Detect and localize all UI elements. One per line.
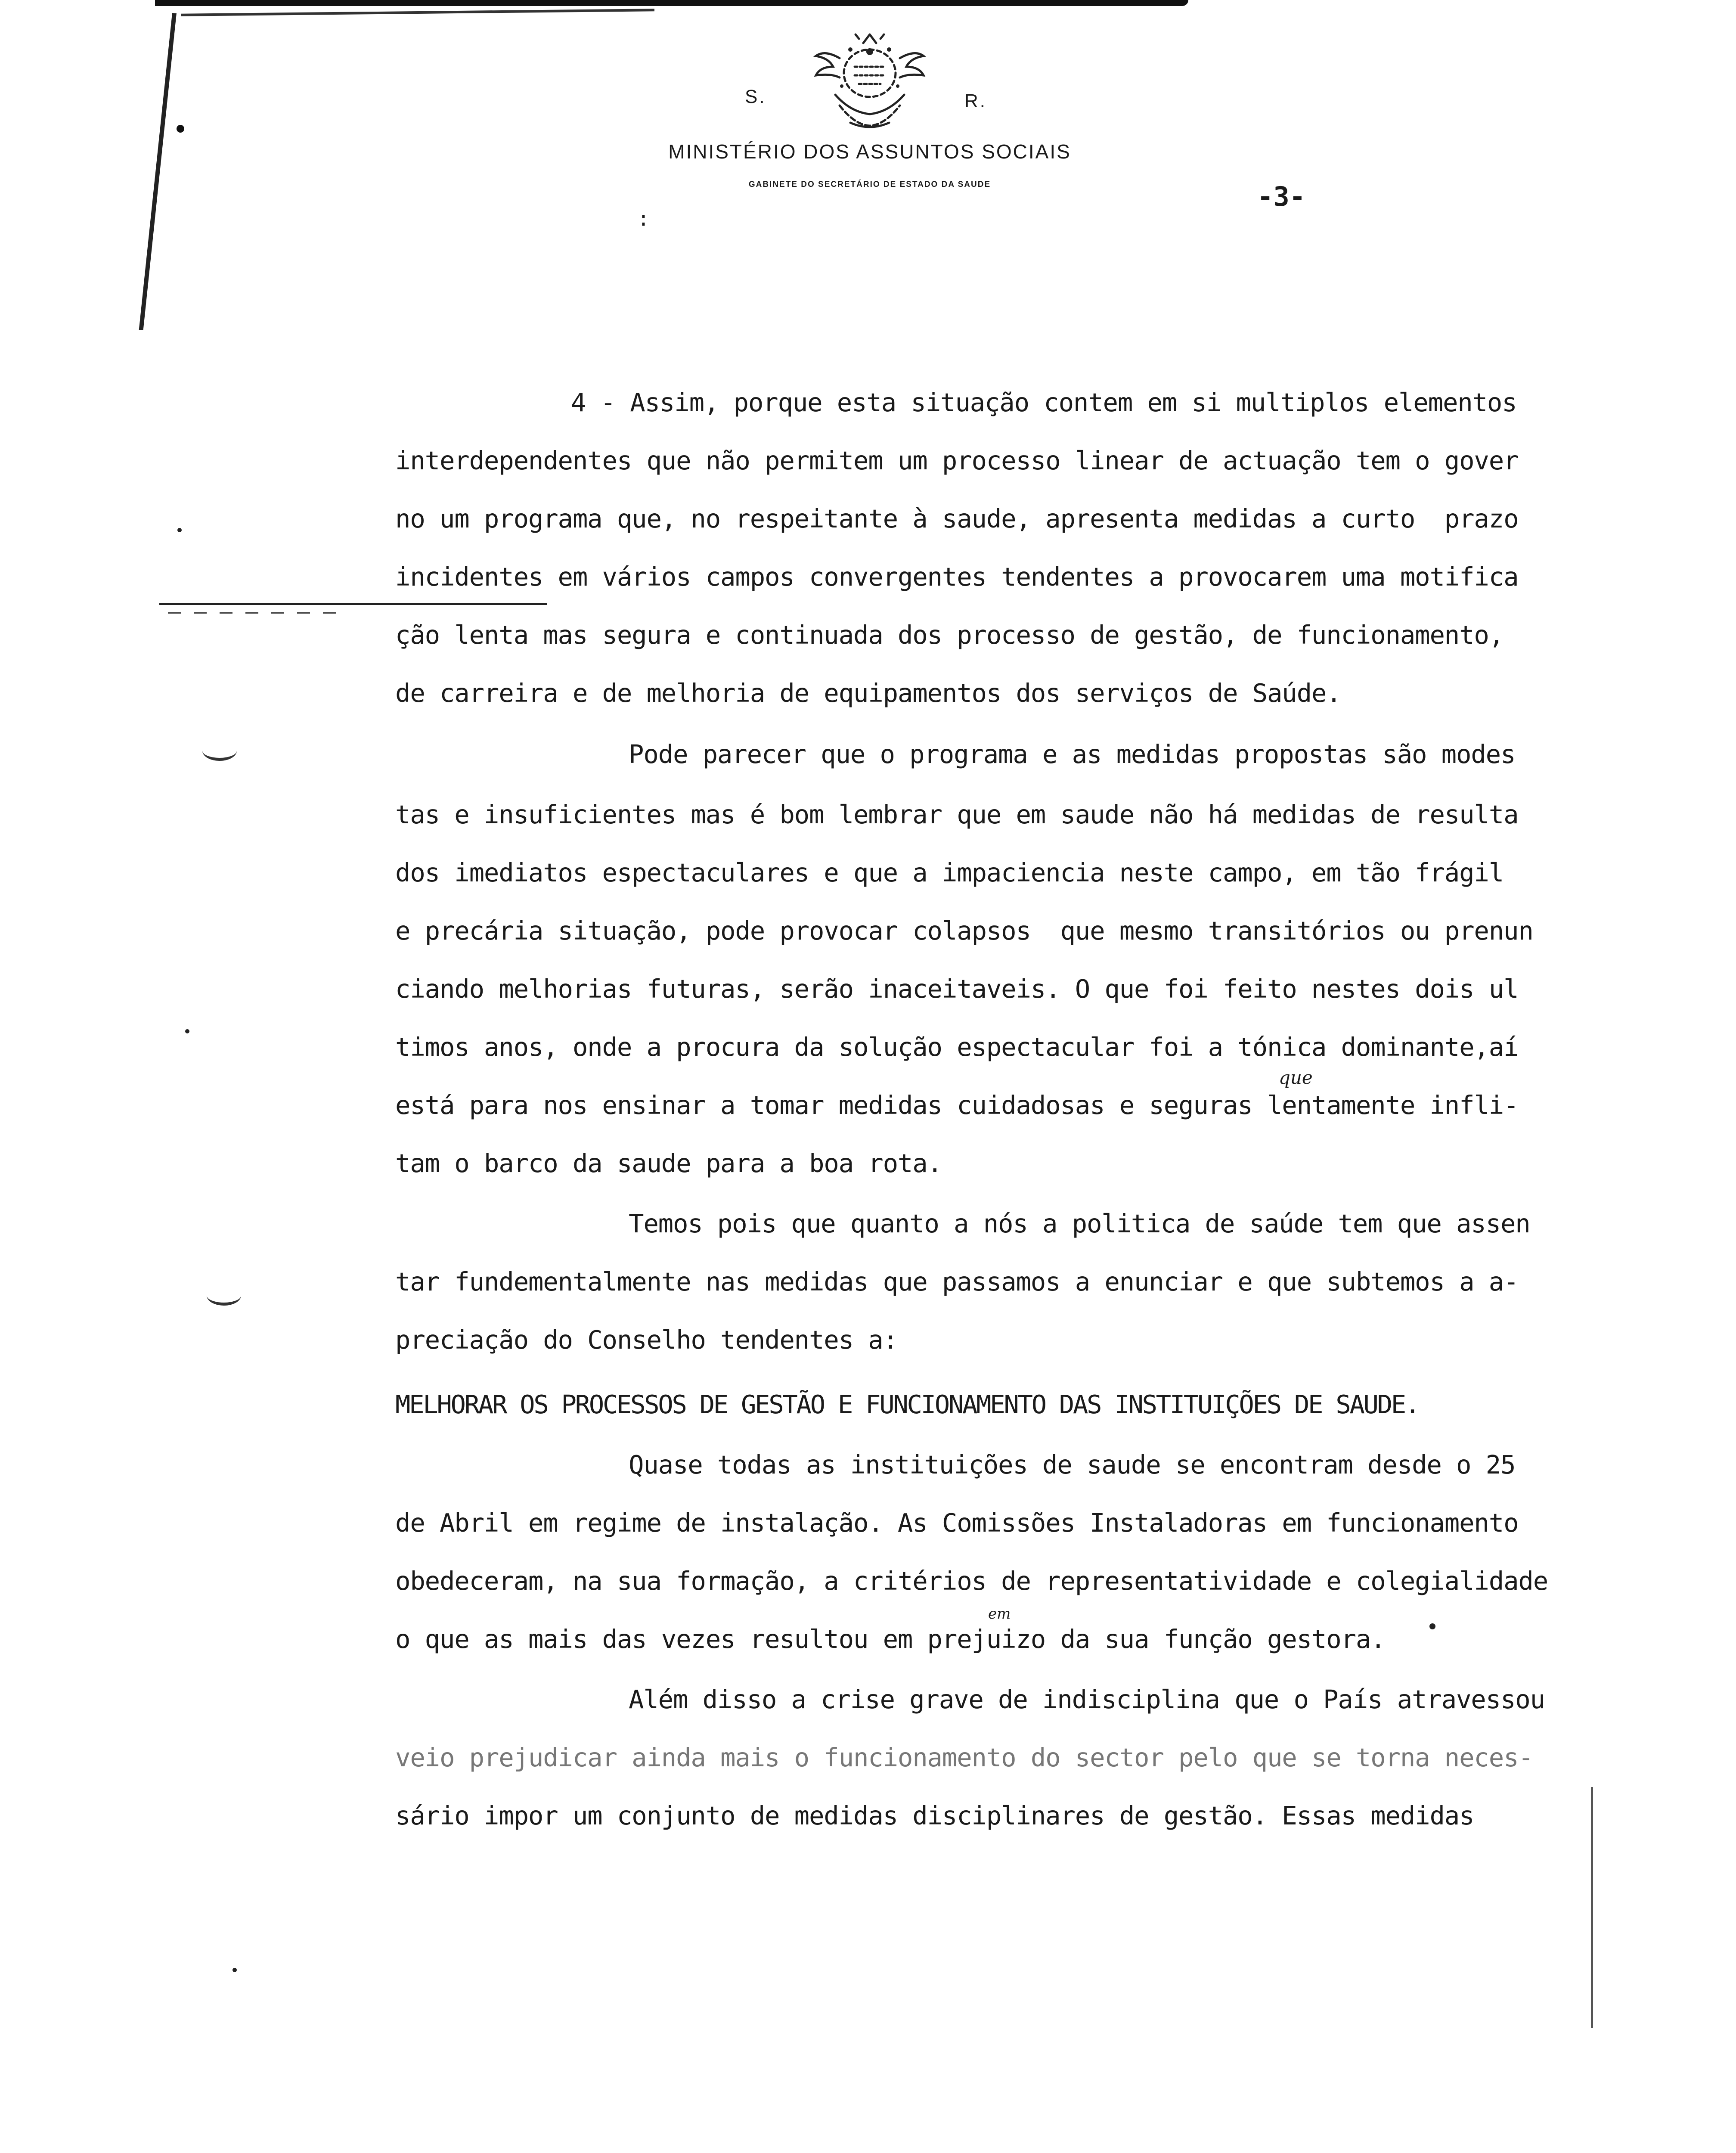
punch-hole-mark xyxy=(207,1285,241,1306)
handwritten-annotation: em xyxy=(988,1605,1011,1623)
text-line: Pode parecer que o programa e as medidas propostas são modes xyxy=(629,739,1516,769)
stray-mark: : xyxy=(637,207,650,231)
text-line: sário impor um conjunto de medidas disciplinares de gestão. Essas medidas xyxy=(395,1801,1474,1830)
scan-cut-line xyxy=(159,603,547,605)
handwritten-annotation: que xyxy=(1279,1067,1313,1088)
text-line: e precária situação, pode provocar colapsos que mesmo transitórios ou prenun xyxy=(395,916,1533,946)
text-line: Além disso a crise grave de indisciplina que o País atravessou xyxy=(629,1685,1545,1714)
text-line: de carreira e de melhoria de equipamentos dos serviços de Saúde. xyxy=(395,678,1341,708)
text-line: tam o barco da saude para a boa rota. xyxy=(395,1148,942,1178)
text-line: no um programa que, no respeitante à saude, apresenta medidas a curto prazo xyxy=(395,504,1519,534)
letterhead-letter-s: S. xyxy=(745,86,766,107)
text-line: incidentes em vários campos convergentes tendentes a provocarem uma motifica xyxy=(395,562,1519,592)
text-line: tas e insuficientes mas é bom lembrar que em saude não há medidas de resulta xyxy=(395,800,1519,829)
letterhead-letter-r: R. xyxy=(964,90,987,112)
text-line: preciação do Conselho tendentes a: xyxy=(395,1325,898,1355)
text-line: dos imediatos espectaculares e que a impaciencia neste campo, em tão frágil xyxy=(395,858,1504,887)
text-line: 4 - Assim, porque esta situação contem em si multiplos elementos xyxy=(571,388,1517,417)
scan-top-edge-shadow xyxy=(181,9,654,16)
scan-speck xyxy=(177,528,182,532)
text-line: Temos pois que quanto a nós a politica de saúde tem que assen xyxy=(629,1209,1530,1238)
punch-hole-mark xyxy=(202,741,237,761)
text-line: timos anos, onde a procura da solução espectacular foi a tónica dominante,aí xyxy=(395,1032,1519,1062)
text-line: Quase todas as instituições de saude se encontram desde o 25 xyxy=(629,1450,1516,1480)
scan-speck xyxy=(232,1968,237,1972)
ministry-name: MINISTÉRIO DOS ASSUNTOS SOCIAIS xyxy=(668,140,1071,163)
scan-speck xyxy=(1429,1623,1435,1629)
text-line: está para nos ensinar a tomar medidas cuidadosas e seguras lentamente infli- xyxy=(395,1090,1519,1120)
text-line-faded: veio prejudicar ainda mais o funcionamento do sector pelo que se torna neces- xyxy=(395,1743,1533,1772)
scan-top-edge xyxy=(155,0,1188,6)
text-line: tar fundementalmente nas medidas que passamos a enunciar e que subtemos a a- xyxy=(395,1267,1519,1297)
scan-right-edge xyxy=(1591,1787,1593,2028)
cabinet-name: GABINETE DO SECRETÁRIO DE ESTADO DA SAUDE xyxy=(748,180,991,189)
text-line: interdependentes que não permitem um processo linear de actuação tem o gover xyxy=(395,446,1519,475)
scan-dashed-line xyxy=(168,612,349,614)
text-line: ção lenta mas segura e continuada dos processo de gestão, de funcionamento, xyxy=(395,620,1504,650)
text-line: de Abril em regime de instalação. As Comissões Instaladoras em funcionamento xyxy=(395,1508,1519,1538)
page-number: -3- xyxy=(1257,181,1305,212)
coat-of-arms-emblem xyxy=(799,26,941,133)
text-line: o que as mais das vezes resultou em prejuizo da sua função gestora. xyxy=(395,1624,1386,1654)
scan-margin-line xyxy=(139,13,177,330)
section-heading: MELHORAR OS PROCESSOS DE GESTÃO E FUNCIONAMENTO DAS INSTITUIÇÕES DE SAUDE. xyxy=(395,1390,1419,1419)
scan-staple-mark xyxy=(177,125,184,133)
text-line: obedeceram, na sua formação, a critérios de representatividade e colegialidade xyxy=(395,1566,1548,1596)
text-line: ciando melhorias futuras, serão inaceitaveis. O que foi feito nestes dois ul xyxy=(395,974,1519,1004)
scan-speck xyxy=(185,1029,189,1033)
